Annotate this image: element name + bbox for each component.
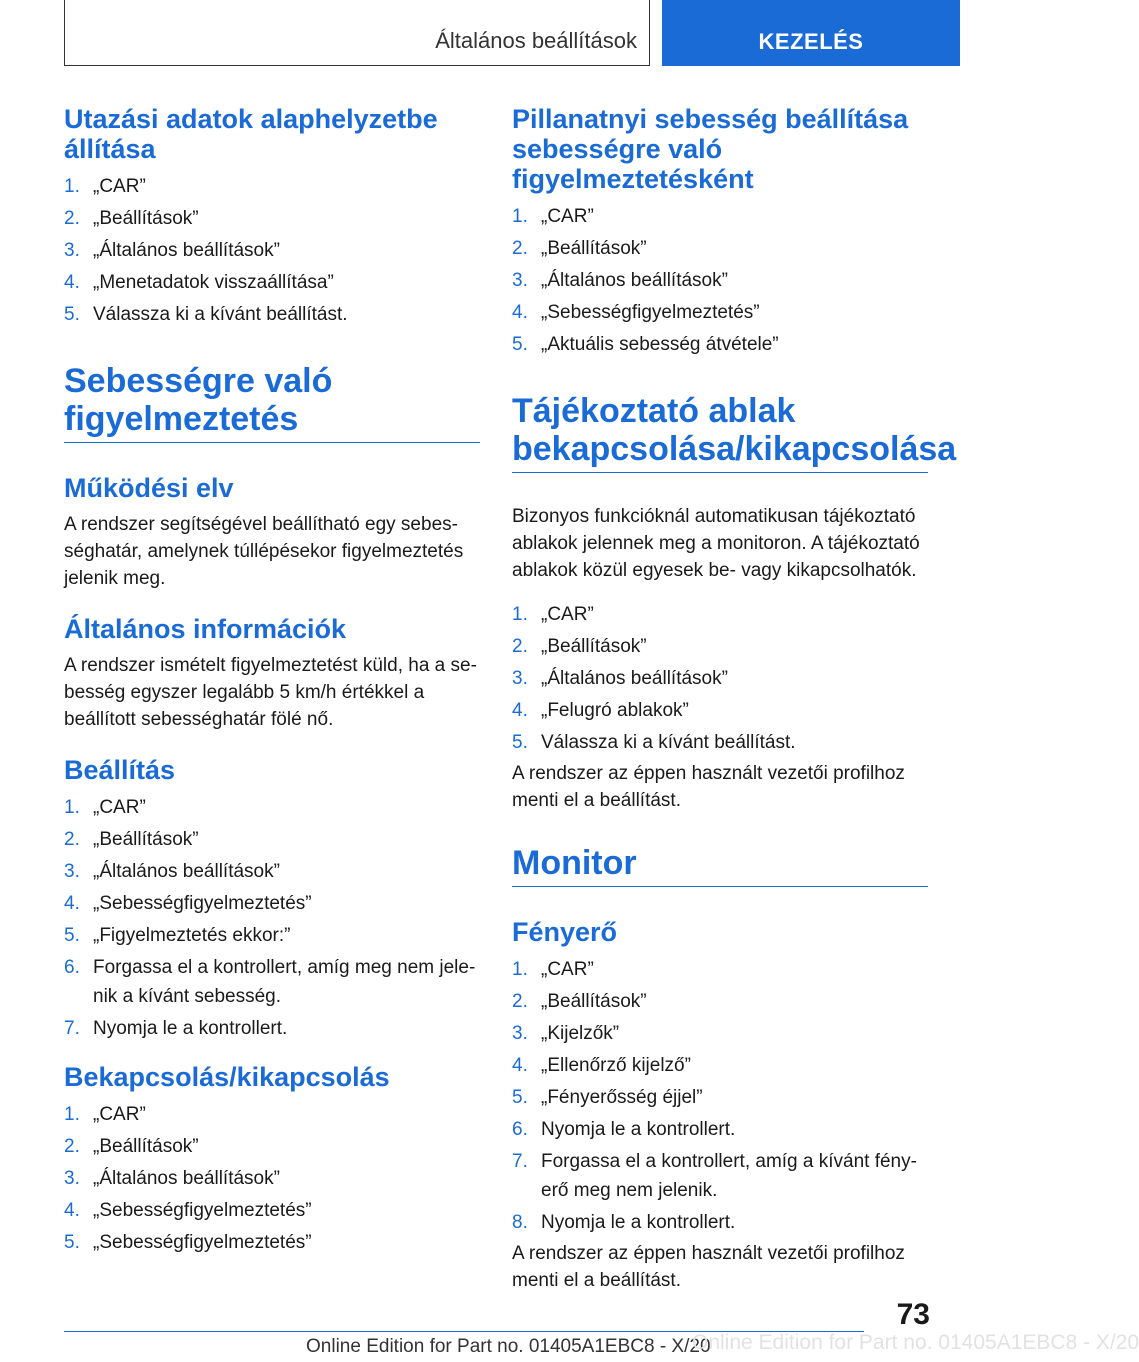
step-text: „CAR” [93, 797, 146, 818]
section-title-current-speed: Pillanatnyi sebesség beállítása sebességre való figyelmeztetésként [512, 104, 909, 194]
steps-brightness [512, 955, 928, 1237]
step-number: 7. [512, 1151, 528, 1172]
section-title-on-off: Bekapcsolás/kikapcsolás [64, 1062, 390, 1092]
list-item [64, 172, 480, 201]
step-text: „Általános beállítások” [93, 861, 280, 882]
step-number: 1. [512, 604, 528, 625]
text-general-info: A rendszer ismételt figyelmeztetést küld, ha a sebesség egyszer legalább 5 km/h értékkel a beállított sebességhatár fölé nő. [64, 655, 477, 730]
step-number: 3. [64, 240, 80, 261]
list-item [512, 1147, 928, 1205]
step-number: 4. [512, 302, 528, 323]
step-number: 5. [512, 1087, 528, 1108]
list-item [512, 1051, 928, 1080]
list-item [64, 1228, 480, 1257]
list-item [64, 1132, 480, 1161]
chapter-title-monitor: Monitor [512, 844, 928, 887]
list-item [64, 300, 480, 329]
list-item [512, 1019, 928, 1048]
step-number: 5. [64, 925, 80, 946]
watermark: Online Edition for Part no. 01405A1EBC8 - X/20 [692, 1331, 1139, 1354]
chapter-title-info-window: Tájékoztató ablak bekapcsolása/kikapcsolása [512, 392, 928, 473]
step-number: 5. [64, 1232, 80, 1253]
section-title: Általános beállítások [435, 28, 637, 53]
chapter-tab-label: KEZELÉS [758, 29, 864, 54]
section-title-principle: Működési elv [64, 473, 234, 503]
step-number: 1. [64, 1104, 80, 1125]
list-item [512, 1115, 928, 1144]
step-text: „Figyelmeztetés ekkor:” [93, 925, 291, 946]
step-number: 1. [64, 176, 80, 197]
step-number: 4. [64, 272, 80, 293]
list-item [64, 953, 480, 1011]
text-info-window-intro: Bizonyos funkcióknál automatikusan tájékoztató ablakok jelennek meg a monitoron. A tájékoztató ablakok közül egyesek be- vagy kikapcsolhatók. [512, 506, 920, 581]
step-text: Válassza ki a kívánt beállítást. [93, 304, 348, 325]
text-brightness-note: A rendszer az éppen használt vezetői profilhoz menti el a beállítást. [512, 1243, 905, 1291]
step-number: 1. [64, 797, 80, 818]
step-text: Forgassa el a kontrollert, amíg a kívánt fényerő meg nem jelenik. [541, 1151, 917, 1201]
step-number: 4. [512, 1055, 528, 1076]
step-text: „Beállítások” [541, 991, 647, 1012]
steps-on-off [64, 1100, 480, 1257]
step-text: „CAR” [93, 1104, 146, 1125]
step-text: „Beállítások” [93, 829, 199, 850]
list-item [512, 1083, 928, 1112]
section-title-reset-trip: Utazási adatok alaphelyzetbe állítása [64, 104, 438, 164]
step-text: „Általános beállítások” [541, 270, 728, 291]
section-title-brightness: Fényerő [512, 917, 618, 947]
page-number: 73 [896, 1298, 930, 1331]
list-item [64, 236, 480, 265]
list-item [64, 1100, 480, 1129]
page-header [0, 0, 960, 66]
step-text: „Menetadatok visszaállítása” [93, 272, 334, 293]
steps-info-window [512, 600, 928, 757]
step-text: Nyomja le a kontrollert. [541, 1119, 736, 1140]
list-item [512, 696, 928, 725]
step-text: „Sebességfigyelmeztetés” [93, 1200, 312, 1221]
step-text: „CAR” [541, 959, 594, 980]
step-text: „Felugró ablakok” [541, 700, 689, 721]
step-number: 3. [64, 861, 80, 882]
step-text: Forgassa el a kontrollert, amíg meg nem jelenik a kívánt sebesség. [93, 957, 476, 1007]
step-text: „Beállítások” [93, 1136, 199, 1157]
step-text: „CAR” [541, 206, 594, 227]
list-item [64, 1164, 480, 1193]
step-number: 7. [64, 1018, 80, 1039]
step-number: 2. [64, 208, 80, 229]
step-text: Nyomja le a kontrollert. [93, 1018, 288, 1039]
list-item [64, 889, 480, 918]
list-item [512, 202, 928, 231]
list-item [512, 664, 928, 693]
step-text: „Sebességfigyelmeztetés” [541, 302, 760, 323]
step-text: „Sebességfigyelmeztetés” [93, 893, 312, 914]
step-text: „Általános beállítások” [93, 1168, 280, 1189]
list-item [64, 1196, 480, 1225]
step-text: „CAR” [541, 604, 594, 625]
steps-current-speed [512, 202, 928, 359]
header-section-box [64, 0, 650, 66]
left-column [64, 104, 480, 1260]
list-item [512, 632, 928, 661]
steps-setting [64, 793, 480, 1043]
step-number: 5. [64, 304, 80, 325]
step-number: 4. [64, 1200, 80, 1221]
step-number: 3. [512, 1023, 528, 1044]
step-number: 2. [64, 1136, 80, 1157]
step-text: „CAR” [93, 176, 146, 197]
step-number: 1. [512, 206, 528, 227]
step-number: 5. [512, 334, 528, 355]
text-info-window-note: A rendszer az éppen használt vezetői profilhoz menti el a beállítást. [512, 763, 905, 811]
step-text: Válassza ki a kívánt beállítást. [541, 732, 796, 753]
step-number: 6. [64, 957, 80, 978]
step-text: „Aktuális sebesség átvétele” [541, 334, 779, 355]
step-text: „Fényerősség éjjel” [541, 1087, 703, 1108]
footer-edition: Online Edition for Part no. 01405A1EBC8 - X/20 [306, 1336, 711, 1357]
text-principle: A rendszer segítségével beállítható egy sebességhatár, amelynek túllépésekor figyelmeztetés jelenik meg. [64, 514, 464, 589]
step-number: 5. [512, 732, 528, 753]
steps-reset-trip [64, 172, 480, 329]
list-item [64, 857, 480, 886]
step-number: 2. [512, 636, 528, 657]
step-text: „Sebességfigyelmeztetés” [93, 1232, 312, 1253]
step-text: Nyomja le a kontrollert. [541, 1212, 736, 1233]
step-number: 6. [512, 1119, 528, 1140]
right-column [512, 104, 957, 1294]
step-text: „Beállítások” [541, 636, 647, 657]
list-item [64, 825, 480, 854]
step-text: „Beállítások” [541, 238, 647, 259]
step-text: „Kijelzők” [541, 1023, 620, 1044]
list-item [64, 793, 480, 822]
step-text: „Beállítások” [93, 208, 199, 229]
step-number: 3. [64, 1168, 80, 1189]
list-item [512, 1208, 928, 1237]
section-title-setting: Beállítás [64, 755, 176, 785]
list-item [512, 600, 928, 629]
step-number: 3. [512, 270, 528, 291]
list-item [64, 268, 480, 297]
step-number: 8. [512, 1212, 528, 1233]
step-number: 3. [512, 668, 528, 689]
list-item [64, 1014, 480, 1043]
step-number: 4. [64, 893, 80, 914]
list-item [512, 234, 928, 263]
step-number: 2. [512, 991, 528, 1012]
section-title-general-info: Általános információk [64, 614, 347, 644]
list-item [64, 204, 480, 233]
step-number: 2. [64, 829, 80, 850]
list-item [512, 298, 928, 327]
chapter-tab [662, 0, 960, 66]
step-number: 2. [512, 238, 528, 259]
chapter-title-speed-warning: Sebességre való figyelmeztetés [64, 362, 480, 443]
list-item [64, 921, 480, 950]
list-item [512, 728, 928, 757]
step-text: „Ellenőrző kijelző” [541, 1055, 691, 1076]
step-text: „Általános beállítások” [541, 668, 728, 689]
step-text: „Általános beállítások” [93, 240, 280, 261]
list-item [512, 266, 928, 295]
list-item [512, 330, 928, 359]
step-number: 4. [512, 700, 528, 721]
step-number: 1. [512, 959, 528, 980]
list-item [512, 955, 928, 984]
list-item [512, 987, 928, 1016]
